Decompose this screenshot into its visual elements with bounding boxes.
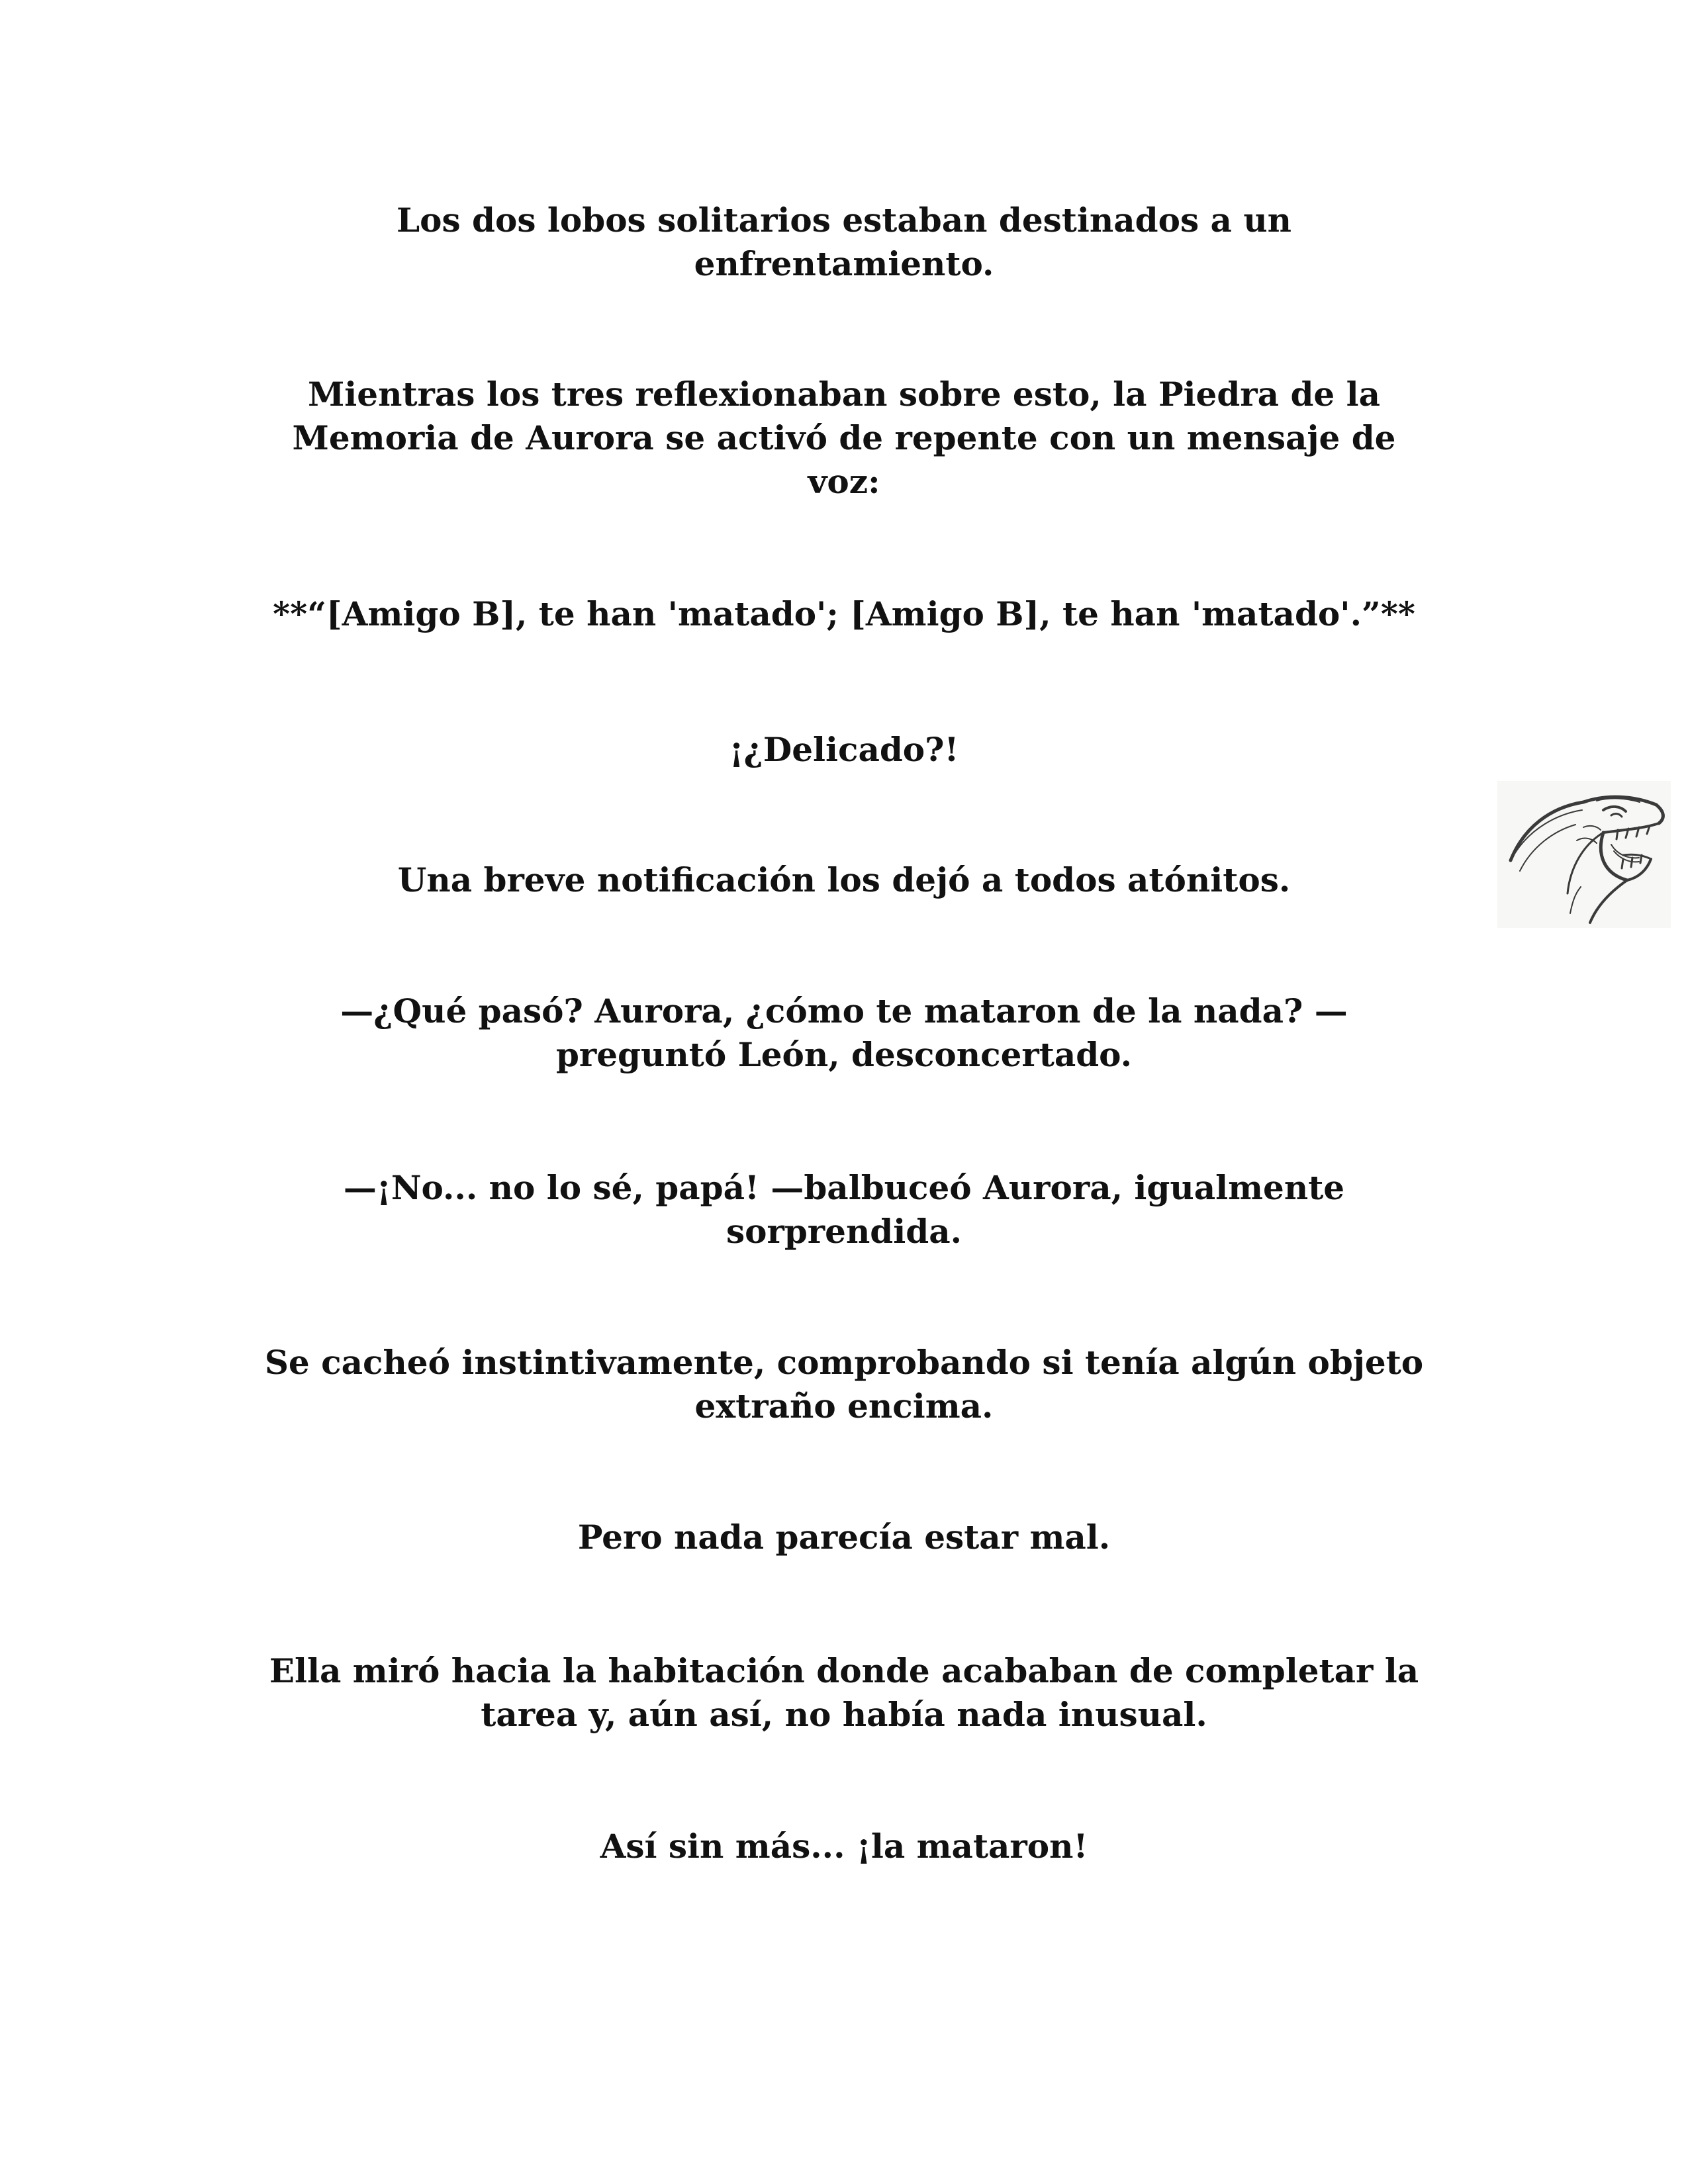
paragraph-line: Ella miró hacia la habitación donde acababan de completar la bbox=[269, 1651, 1419, 1690]
paragraph bbox=[218, 373, 1470, 504]
paragraph bbox=[218, 1825, 1470, 1868]
paragraph-line: Memoria de Aurora se activó de repente con un mensaje de bbox=[292, 418, 1396, 457]
dinosaur-sketch-icon bbox=[1497, 781, 1671, 928]
paragraph bbox=[218, 1341, 1470, 1428]
paragraph-line: Así sin más... ¡la mataron! bbox=[600, 1827, 1088, 1866]
paragraph bbox=[218, 1649, 1470, 1737]
paragraph-line: Los dos lobos solitarios estaban destinados a un bbox=[396, 201, 1292, 240]
paragraph bbox=[218, 1166, 1470, 1253]
paragraph bbox=[218, 199, 1470, 286]
paragraph bbox=[218, 1516, 1470, 1559]
paragraph-line: ¡¿Delicado?! bbox=[729, 730, 959, 769]
paragraph-line: —¡No... no lo sé, papá! —balbuceó Aurora, igualmente bbox=[343, 1168, 1345, 1207]
paragraph-line: preguntó León, desconcertado. bbox=[555, 1035, 1133, 1074]
paragraph-line: Se cacheó instintivamente, comprobando si tenía algún objeto bbox=[264, 1343, 1424, 1382]
paragraph-line: tarea y, aún así, no había nada inusual. bbox=[481, 1695, 1207, 1734]
paragraph-line: —¿Qué pasó? Aurora, ¿cómo te mataron de la nada? — bbox=[340, 991, 1348, 1030]
paragraph-line: sorprendida. bbox=[726, 1212, 962, 1251]
paragraph-line: Pero nada parecía estar mal. bbox=[577, 1518, 1111, 1557]
paragraph bbox=[218, 728, 1470, 772]
paragraph-line: enfrentamiento. bbox=[694, 244, 994, 283]
paragraph-line: Una breve notificación los dejó a todos atónitos. bbox=[397, 860, 1291, 899]
paragraph-line: Mientras los tres reflexionaban sobre esto, la Piedra de la bbox=[307, 375, 1381, 414]
paragraph-line: voz: bbox=[808, 462, 880, 501]
paragraph bbox=[218, 989, 1470, 1077]
paragraph bbox=[218, 592, 1470, 636]
paragraph bbox=[218, 858, 1470, 902]
paragraph-line: **“[Amigo B], te han 'matado'; [Amigo B], te han 'matado'.”** bbox=[272, 594, 1416, 633]
paragraph-line: extraño encima. bbox=[694, 1387, 994, 1426]
